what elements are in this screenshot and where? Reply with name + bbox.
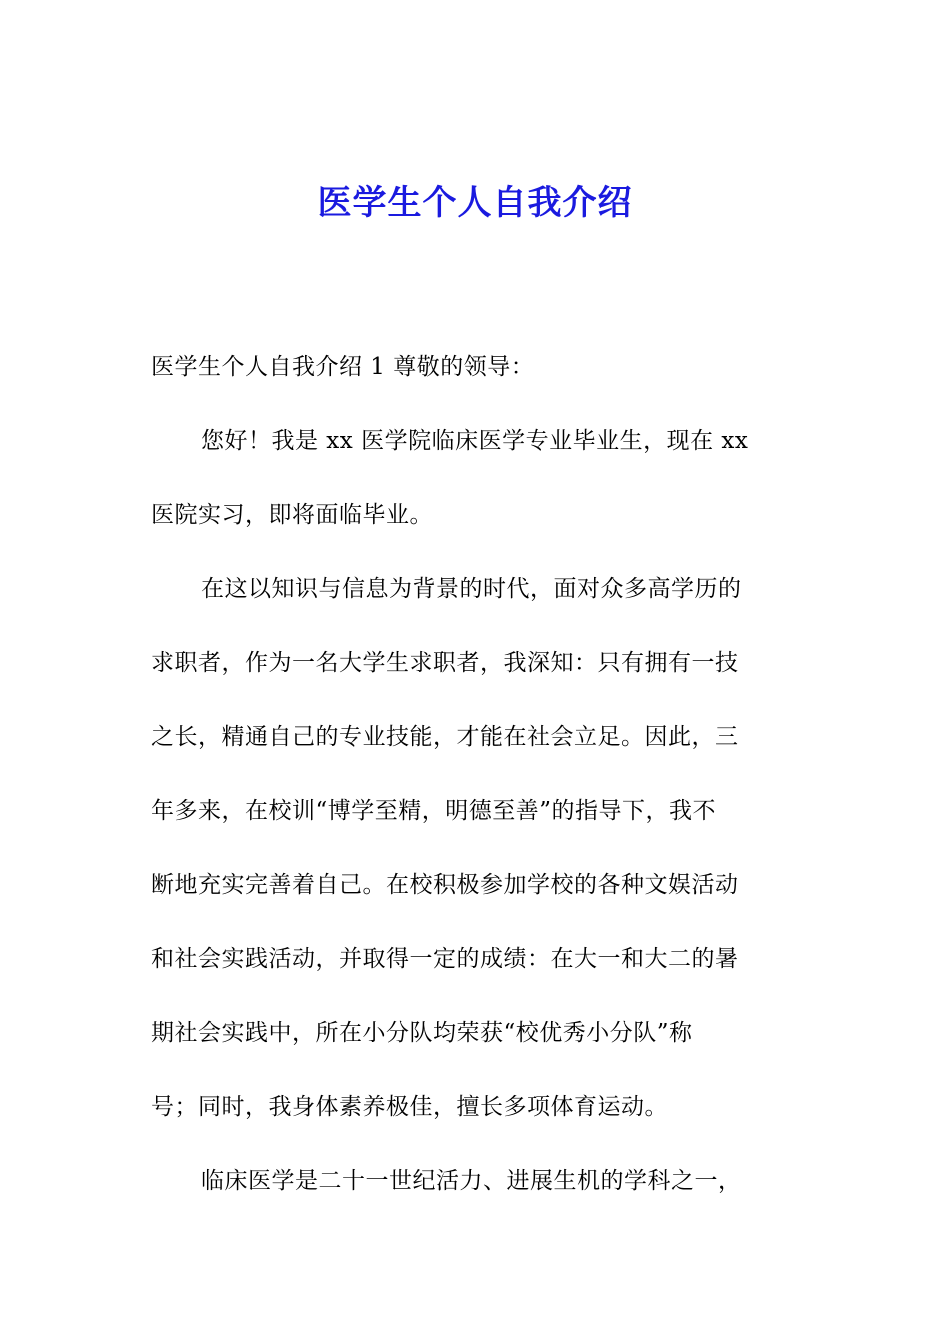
- paragraph-line: 和社会实践活动，并取得一定的成绩：在大一和大二的暑: [151, 946, 739, 972]
- paragraph-line-greeting: 医学生个人自我介绍 1 尊敬的领导：: [151, 354, 535, 380]
- paragraph-line: 年多来，在校训“博学至精，明德至善”的指导下，我不: [151, 798, 717, 824]
- document-title: 医学生个人自我介绍: [317, 183, 633, 223]
- document-body: [151, 330, 791, 1218]
- paragraph-line: 断地充实完善着自己。在校积极参加学校的各种文娱活动: [151, 872, 739, 898]
- paragraph-line: 您好！我是 xx 医学院临床医学专业毕业生，现在 xx: [201, 428, 749, 454]
- paragraph-line: 期社会实践中，所在小分队均荣获“校优秀小分队”称: [151, 1020, 693, 1046]
- paragraph-line: 医院实习，即将面临毕业。: [151, 502, 433, 528]
- paragraph-line: 在这以知识与信息为背景的时代，面对众多高学历的: [201, 576, 742, 602]
- paragraph-line: 之长，精通自己的专业技能，才能在社会立足。因此，三: [151, 724, 739, 750]
- paragraph-line: 临床医学是二十一世纪活力、进展生机的学科之一，: [201, 1168, 742, 1194]
- paragraph-line: 号；同时，我身体素养极佳，擅长多项体育运动。: [151, 1094, 668, 1120]
- paragraph-line: 求职者，作为一名大学生求职者，我深知：只有拥有一技: [151, 650, 739, 676]
